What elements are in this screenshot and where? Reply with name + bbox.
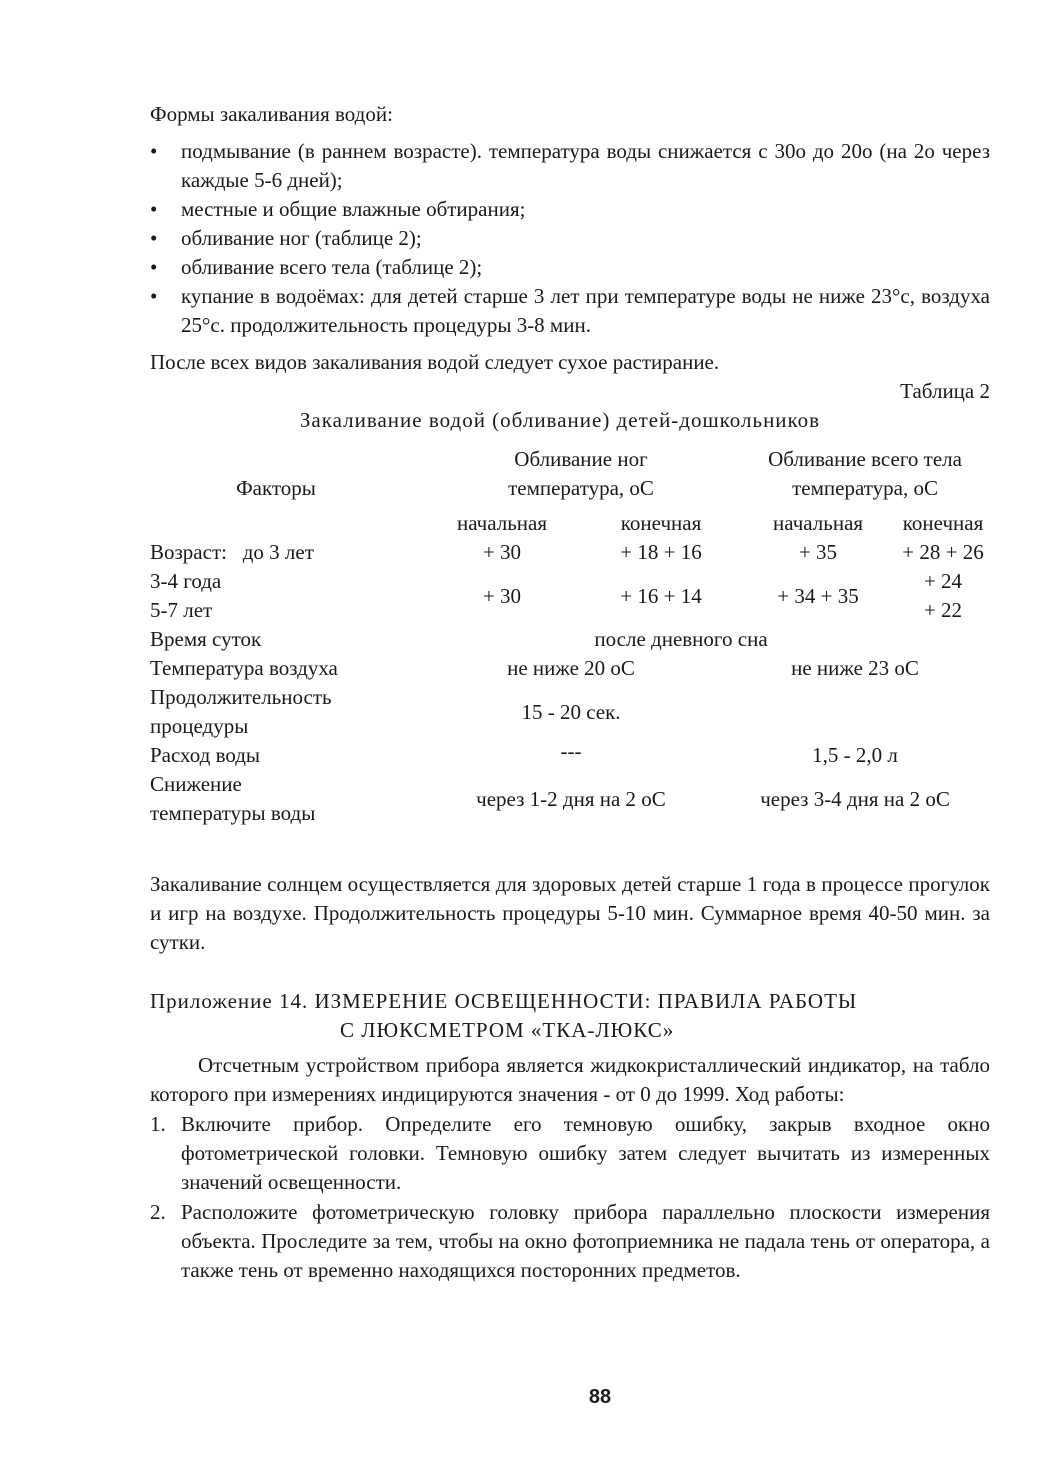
list-item: • подмывание (в раннем возрасте). температура воды снижается с 30о до 20о (на 2о через каждые 5-6 дней);: [150, 137, 990, 195]
table-cell: через 3-4 дня на 2 оС: [760, 786, 950, 811]
water-use-label: Расход воды: [150, 743, 261, 767]
table-cell: через 1-2 дня на 2 оС: [476, 786, 666, 811]
factors-header: Факторы: [236, 476, 316, 500]
table-cell: + 24 + 22: [923, 569, 963, 622]
temp-decrease-label: Снижение температуры воды: [150, 772, 316, 825]
legs-header-title: Обливание ног: [514, 447, 648, 471]
age-groups-label: 3-4 года 5-7 лет: [150, 569, 222, 622]
list-item: • обливание всего тела (таблице 2);: [150, 253, 990, 282]
table-number: Таблица 2: [900, 379, 990, 403]
legs-initial-header: начальная: [456, 511, 548, 535]
list-item: [150, 1110, 990, 1197]
after-hardening-note: После всех видов закаливания водой следует сухое растирание.: [150, 350, 720, 374]
table-row: [150, 654, 990, 683]
legs-header-unit: температура, оС: [508, 476, 654, 500]
water-hardening-list: [150, 137, 990, 340]
table-row: [150, 567, 990, 625]
table-cell: 15 - 20 сек.: [521, 699, 621, 724]
table-cell: + 30: [482, 540, 522, 564]
legs-final-header: конечная: [620, 511, 702, 535]
time-of-day-label: Время суток: [150, 627, 262, 651]
table-caption: Закаливание водой (обливание) детей-дошкольников: [299, 408, 821, 432]
sun-hardening-paragraph: Закаливание солнцем осуществляется для здоровых детей старше 1 года в процессе прогулок и игр на воздухе. Продолжительность процедуры 5-10 мин. Суммарное время 40-50 мин. за сутки.: [150, 872, 990, 954]
table-row: [150, 770, 990, 828]
body-header-title: Обливание всего тела: [768, 447, 962, 471]
body-header: [740, 445, 990, 503]
table-cell: 1,5 - 2,0 л: [812, 743, 898, 767]
table-cell: + 35: [798, 540, 838, 564]
table-cell: ---: [560, 739, 582, 763]
table-row: [150, 741, 990, 770]
list-item: • местные и общие влажные обтирания;: [150, 195, 990, 224]
body-initial-header: начальная: [772, 511, 864, 535]
table-cell: + 34 + 35: [777, 583, 859, 608]
table-row: [150, 625, 990, 654]
list-item: [150, 1198, 990, 1285]
step-number: 2.: [150, 1200, 166, 1224]
air-temp-label: Температура воздуха: [150, 656, 338, 680]
table-cell: после дневного сна: [594, 627, 768, 651]
table-cell: не ниже 23 оС: [791, 656, 919, 680]
appendix-title-line2: С ЛЮКСМЕТРОМ «ТКА-ЛЮКС»: [340, 1018, 675, 1042]
procedure-steps: [150, 1110, 990, 1285]
table-cell: + 18 + 16: [620, 540, 702, 564]
step-text: Расположите фотометрическую головку прибора параллельно плоскости измерения объекта. Проследите за тем, чтобы на окно фотоприемника не падала тень от оператора, а также тень от временно находящихся посторонних предметов.: [181, 1200, 990, 1282]
table-header-row: [150, 445, 990, 503]
legs-header: [422, 445, 740, 503]
document-page: [150, 100, 990, 1285]
list-item: • обливание ног (таблице 2);: [150, 224, 990, 253]
list-item: • купание в водоёмах: для детей старше 3 лет при температуре воды не ниже 23°с, воздуха 25°с. продолжительность процедуры 3-8 мин.: [150, 282, 990, 340]
water-hardening-table: [150, 445, 990, 828]
table-cell: [740, 683, 990, 741]
table-subheader-row: [150, 509, 990, 538]
table-row: [150, 683, 990, 741]
water-hardening-intro: Формы закаливания водой:: [150, 102, 393, 126]
table-cell: + 16 + 14: [620, 583, 702, 608]
body-final-header: конечная: [902, 511, 984, 535]
age-label: Возраст: до 3 лет: [150, 540, 314, 564]
table-cell: не ниже 20 оС: [507, 656, 635, 680]
appendix-title-line1: Приложение 14. ИЗМЕРЕНИЕ ОСВЕЩЕННОСТИ: ПРАВИЛА РАБОТЫ: [150, 989, 858, 1013]
step-number: 1.: [150, 1112, 166, 1136]
table-cell: + 28 + 26: [902, 540, 984, 564]
step-text: Включите прибор. Определите его темновую ошибку, закрыв входное окно фотометрической головки. Темновую ошибку затем следует вычитать из измеренных значений освещенности.: [181, 1112, 990, 1194]
page-number: 88: [588, 1386, 612, 1408]
appendix-title: [150, 987, 990, 1045]
table-row: [150, 538, 990, 567]
duration-label: Продолжительность процедуры: [150, 685, 332, 738]
table-cell: + 30: [482, 583, 522, 608]
body-header-unit: температура, оС: [792, 476, 938, 500]
appendix-intro: Отсчетным устройством прибора является жидкокристаллический индикатор, на табло которого при измерениях индицируются значения - от 0 до 1999. Ход работы:: [150, 1053, 990, 1106]
